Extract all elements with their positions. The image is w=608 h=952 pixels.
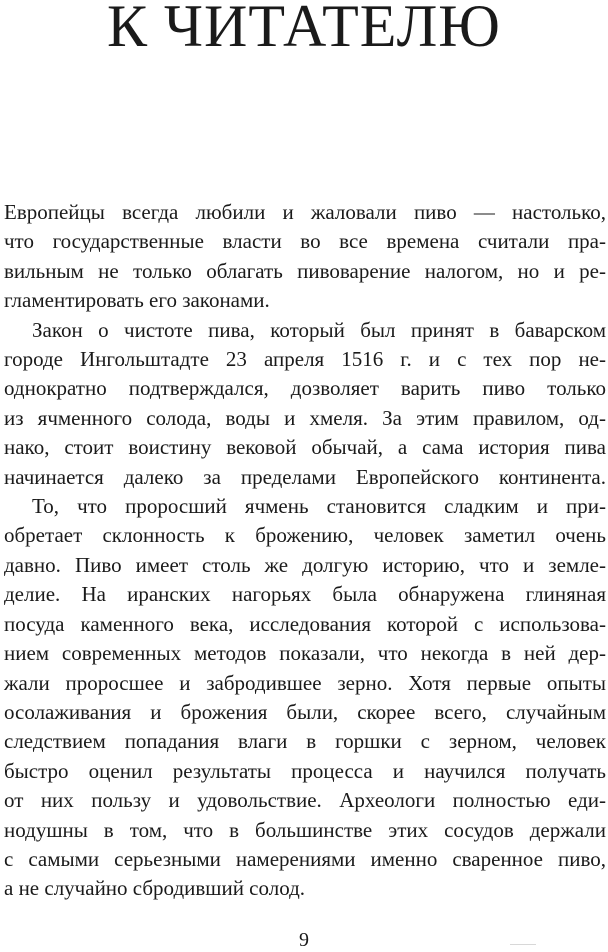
text-line: быстро оценил результаты процесса и научился получать <box>4 758 606 783</box>
text-line: городе Ингольштадте 23 апреля 1516 г. и с тех пор не- <box>4 347 606 372</box>
paragraph-3 <box>4 492 606 904</box>
paragraph-1 <box>4 198 606 316</box>
text-line: Европейцы всегда любили и жаловали пиво — настолько, <box>4 200 606 224</box>
text-line: следствием попадания влаги в горшки с зерном, человек <box>4 729 606 754</box>
text-line: жали проросшее и забродившее зерно. Хотя первые опыты <box>4 670 606 695</box>
text-line: посуда каменного века, исследования которой с использова- <box>4 611 606 636</box>
text-line: То, что проросший ячмень становится сладким и при- <box>32 494 606 519</box>
text-line: начинается далеко за пределами Европейского континента. <box>4 464 606 489</box>
text-line: однократно подтверждался, дозволяет варить пиво только <box>4 376 606 401</box>
text-line: а не случайно сбродивший солод. <box>4 876 306 901</box>
text-line: обретает склонность к брожению, человек заметил очень <box>4 523 606 548</box>
page-title: К ЧИТАТЕЛЮ <box>107 0 501 59</box>
body-text <box>4 198 606 904</box>
page-number: 9 <box>299 929 309 951</box>
text-line: с самыми серьезными намерениями именно сваренное пиво, <box>4 846 606 871</box>
text-line: нако, стоит воистину вековой обычай, а сама история пива <box>4 435 606 460</box>
text-line: что государственные власти во все времена считали пра- <box>4 229 606 254</box>
text-line: осолаживания и брожения были, скорее всего, случайным <box>4 699 606 724</box>
text-line: гламентировать его законами. <box>4 288 270 313</box>
text-line: Закон о чистоте пива, который был принят в баварском <box>32 317 606 342</box>
text-line: нодушны в том, что в большинстве этих сосудов держали <box>4 817 606 842</box>
text-line: из ячменного солода, воды и хмеля. За этим правилом, од- <box>4 405 606 430</box>
text-line: вильным не только облагать пивоварение налогом, но и ре- <box>4 258 606 283</box>
text-line: от них пользу и удовольствие. Археологи полностью еди- <box>4 788 606 813</box>
corner-mark <box>510 944 536 945</box>
paragraph-2 <box>4 316 606 492</box>
text-line: нием современных методов показали, что некогда в ней дер- <box>4 641 606 666</box>
text-line: делие. На иранских нагорьях была обнаружена глиняная <box>4 582 606 607</box>
text-line: давно. Пиво имеет столь же долгую историю, что и земле- <box>4 552 606 577</box>
